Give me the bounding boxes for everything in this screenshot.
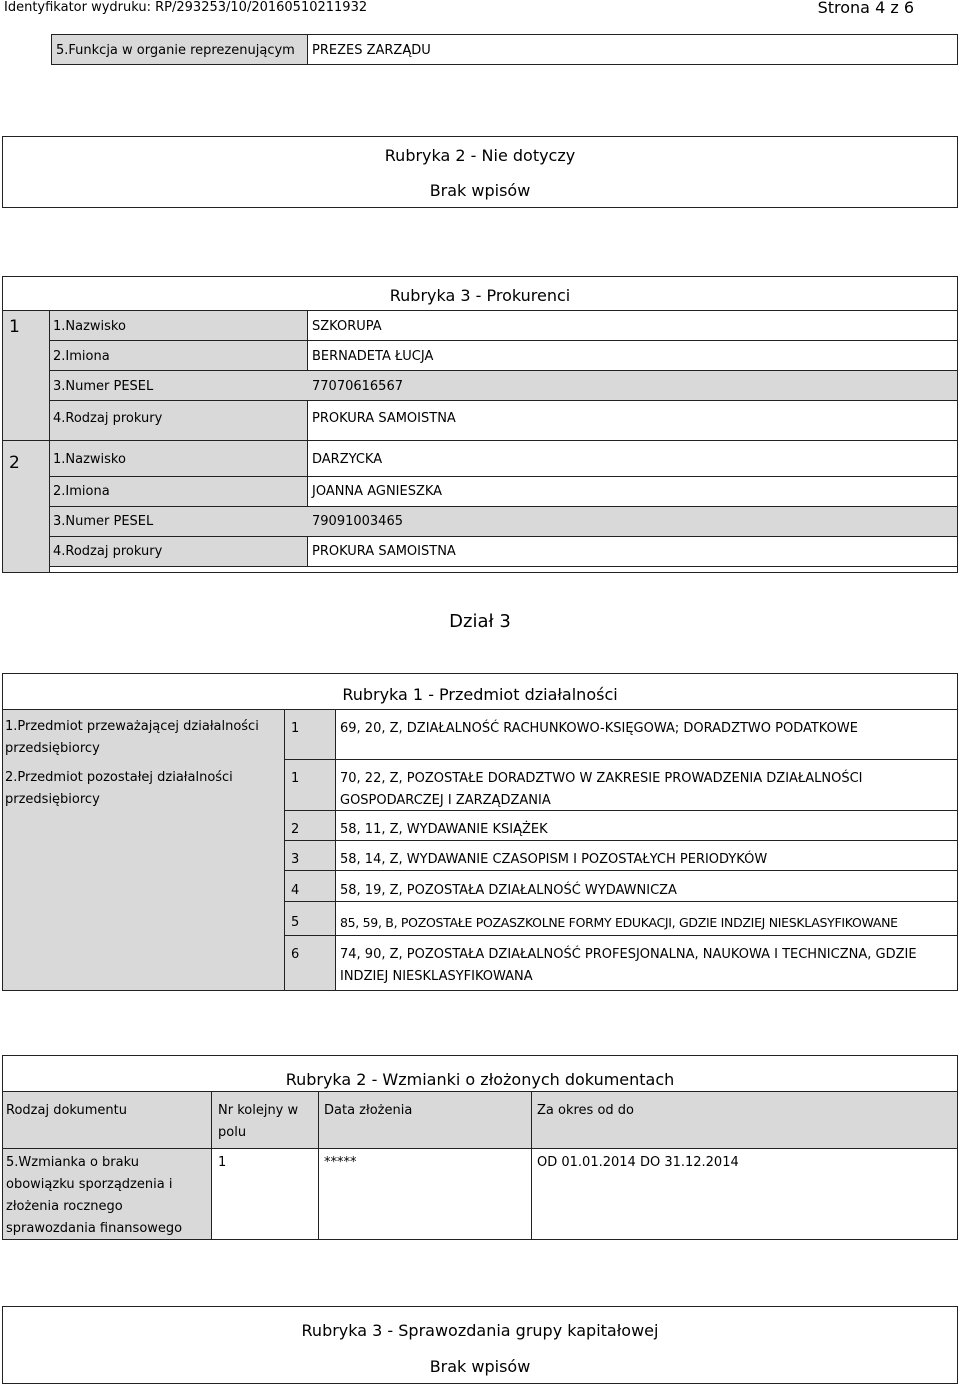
- rubryka1-title: Rubryka 1 - Przedmiot działalności: [342, 685, 618, 704]
- pozostaly-6-num: 6: [291, 947, 300, 962]
- pozostaly-2-num-cell: [284, 810, 336, 841]
- pozostaly-1-text-cell: [335, 759, 958, 811]
- prokurent-1-nazwisko-label-cell: [49, 310, 308, 341]
- funkcja-value-cell: [307, 34, 958, 65]
- pozostaly-1-num: 1: [291, 771, 300, 786]
- dzial3-title: Dział 3: [449, 611, 511, 632]
- prokurent-1-rodzaj-label-cell: [49, 400, 308, 441]
- wzmianki-header-nr-text: Nr kolejny w polu: [218, 1103, 299, 1140]
- pozostaly-2-text-cell: [335, 810, 958, 841]
- pozostaly-5-num-cell: [284, 901, 336, 936]
- prokurent-1-rodzaj: PROKURA SAMOISTNA: [312, 411, 456, 426]
- pozostaly-label: 2.Przedmiot pozostałej działalności przedsiębiorcy: [5, 770, 233, 807]
- wzmianki-header-rodzaj-text: Rodzaj dokumentu: [6, 1103, 127, 1118]
- prokurent-2-pesel-label: 3.Numer PESEL: [53, 514, 154, 529]
- funkcja-value: PREZES ZARZĄDU: [312, 43, 431, 58]
- pozostaly-4-num: 4: [291, 883, 300, 898]
- prokurent-1-num: 1: [9, 317, 20, 337]
- rubryka3-title: Rubryka 3 - Prokurenci: [389, 286, 571, 305]
- wzmianki-header-data: [318, 1091, 532, 1149]
- rubryka2-title: Rubryka 2 - Nie dotyczy: [384, 146, 576, 165]
- prokurent-2-imiona-label: 2.Imiona: [53, 484, 110, 499]
- pozostaly-6-text-cell: [335, 935, 958, 991]
- prokurent-2-rodzaj-label: 4.Rodzaj prokury: [53, 544, 163, 559]
- wzmianki-row-nr: [211, 1148, 319, 1240]
- wzmianki-row-okres-text: OD 01.01.2014 DO 31.12.2014: [537, 1155, 739, 1170]
- prokurent-1-imiona-cell: [307, 340, 958, 371]
- pozostaly-4-text: 58, 19, Z, POZOSTAŁA DZIAŁALNOŚĆ WYDAWNICZA: [340, 883, 677, 898]
- prokurent-2-imiona: JOANNA AGNIESZKA: [312, 484, 443, 499]
- pozostaly-3-text-cell: [335, 840, 958, 871]
- prokurent-1-pesel-cell: [49, 370, 958, 401]
- prokurent-2-rodzaj-cell: [307, 536, 958, 567]
- prokurent-1-nazwisko-cell: [307, 310, 958, 341]
- wzmianki-row-rodzaj: [2, 1148, 212, 1240]
- prokurent-1-nazwisko-label: 1.Nazwisko: [53, 319, 126, 334]
- funkcja-label: 5.Funkcja w organie reprezenującym: [56, 43, 295, 58]
- prokurent-1-rodzaj-label: 4.Rodzaj prokury: [53, 411, 163, 426]
- pozostaly-3-text: 58, 14, Z, WYDAWANIE CZASOPISM I POZOSTAŁYCH PERIODYKÓW: [340, 852, 768, 867]
- pozostaly-3-num-cell: [284, 840, 336, 871]
- wzmianki-row-okres: [531, 1148, 958, 1240]
- wzmianki-row-data: [318, 1148, 532, 1240]
- wzmianki-header-nr: [211, 1091, 319, 1149]
- prokurent-1-imiona-label-cell: [49, 340, 308, 371]
- prokurent-1-num-cell: [2, 310, 50, 441]
- wzmianki-header-okres: [531, 1091, 958, 1149]
- prokurent-2-imiona-label-cell: [49, 476, 308, 507]
- pozostaly-3-num: 3: [291, 852, 300, 867]
- pozostaly-1-num-cell: [284, 759, 336, 811]
- prokurent-2-nazwisko-label: 1.Nazwisko: [53, 452, 126, 467]
- wzmianki-row-nr-text: 1: [218, 1155, 227, 1170]
- pozostaly-4-text-cell: [335, 870, 958, 902]
- wzmianki-row-rodzaj-text: 5.Wzmianka o braku obowiązku sporządzenia i złożenia rocznego sprawozdania finansowego: [6, 1155, 183, 1236]
- pozostaly-5-text: 85, 59, B, POZOSTAŁE POZASZKOLNE FORMY EDUKACJI, GDZIE INDZIEJ NIESKLASYFIKOWANE: [340, 915, 898, 930]
- pozostaly-4-num-cell: [284, 870, 336, 902]
- prokurent-1-pesel-label: 3.Numer PESEL: [53, 379, 154, 394]
- pozostaly-2-text: 58, 11, Z, WYDAWANIE KSIĄŻEK: [340, 822, 548, 837]
- prokurent-1-rodzaj-cell: [307, 400, 958, 441]
- sprawozdania-title: Rubryka 3 - Sprawozdania grupy kapitałowej: [301, 1321, 659, 1340]
- pozostaly-5-num: 5: [291, 915, 300, 930]
- wzmianki-header-data-text: Data złożenia: [324, 1103, 413, 1118]
- page-number: Strona 4 z 6: [817, 0, 914, 17]
- prokurent-2-nazwisko-cell: [307, 440, 958, 477]
- prokurent-2-nazwisko: DARZYCKA: [312, 452, 383, 467]
- wzmianki-row-data-text: *****: [324, 1155, 357, 1170]
- prokurent-2-nazwisko-label-cell: [49, 440, 308, 477]
- print-identifier: Identyfikator wydruku: RP/293253/10/20160510211932: [4, 0, 368, 15]
- pozostaly-6-text: 74, 90, Z, POZOSTAŁA DZIAŁALNOŚĆ PROFESJONALNA, NAUKOWA I TECHNICZNA, GDZIE INDZIEJ NIESKLASYFIKOWANA: [340, 947, 917, 984]
- przewazajacy-label: 1.Przedmiot przeważającej działalności przedsiębiorcy: [5, 719, 259, 756]
- rubryka2-nie-dotyczy: [2, 136, 958, 208]
- przewazajacy-num: 1: [291, 721, 300, 736]
- sprawozdania-empty: Brak wpisów: [429, 1357, 531, 1376]
- wzmianki-title: Rubryka 2 - Wzmianki o złożonych dokumentach: [285, 1070, 675, 1089]
- funkcja-label-cell: [51, 34, 308, 65]
- rubryka2-empty: Brak wpisów: [429, 181, 531, 200]
- prokurent-2-rodzaj-label-cell: [49, 536, 308, 567]
- prokurent-2-num-cell: [2, 440, 50, 573]
- wzmianki-header-rodzaj: [2, 1091, 212, 1149]
- przewazajacy-text: 69, 20, Z, DZIAŁALNOŚĆ RACHUNKOWO-KSIĘGOWA; DORADZTWO PODATKOWE: [340, 721, 858, 736]
- prokurent-2-pesel: 79091003465: [312, 514, 403, 529]
- wzmianki-header-okres-text: Za okres od do: [537, 1103, 634, 1118]
- prokurent-1-nazwisko: SZKORUPA: [312, 319, 382, 334]
- prokurent-1-imiona: BERNADETA ŁUCJA: [312, 349, 434, 364]
- prokurent-2-imiona-cell: [307, 476, 958, 507]
- przewazajacy-text-cell: [335, 709, 958, 760]
- prokurent-1-imiona-label: 2.Imiona: [53, 349, 110, 364]
- rubryka3-sprawozdania: [2, 1306, 958, 1384]
- pozostaly-1-text: 70, 22, Z, POZOSTAŁE DORADZTWO W ZAKRESIE PROWADZENIA DZIAŁALNOŚCI GOSPODARCZEJ I ZARZĄDZANIA: [340, 771, 863, 808]
- prokurent-2-rodzaj: PROKURA SAMOISTNA: [312, 544, 456, 559]
- prokurent-1-pesel: 77070616567: [312, 379, 403, 394]
- prokurent-2-pesel-cell: [49, 506, 958, 537]
- przewazajacy-num-cell: [284, 709, 336, 760]
- pozostaly-2-num: 2: [291, 822, 300, 837]
- przedmiot-labels-column: [2, 709, 285, 991]
- prokurent-2-num: 2: [9, 453, 20, 473]
- pozostaly-6-num-cell: [284, 935, 336, 991]
- pozostaly-5-text-cell: [335, 901, 958, 936]
